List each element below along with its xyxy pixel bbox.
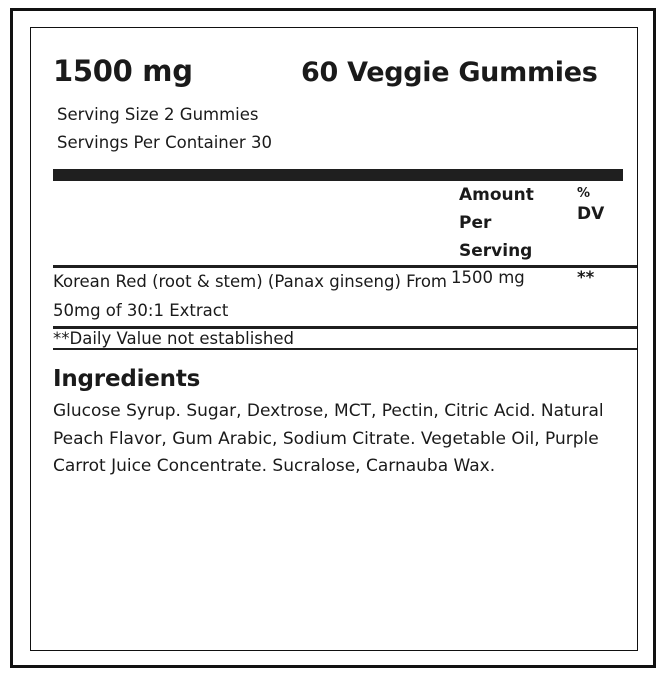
amount-header-line2: Per <box>459 213 492 234</box>
column-header-amount-per-serving <box>451 181 577 267</box>
daily-value-footnote: **Daily Value not established <box>53 328 637 350</box>
dv-label: DV <box>577 204 605 225</box>
gummy-count: 60 Veggie Gummies <box>301 57 598 88</box>
supplement-facts-panel <box>10 8 656 668</box>
supplement-facts-content <box>53 40 623 481</box>
nutrient-dv: ** <box>577 267 637 328</box>
column-header-nutrient <box>53 181 451 267</box>
amount-header-line1: Amount <box>459 185 534 206</box>
serving-size: Serving Size 2 Gummies <box>57 105 259 124</box>
percent-symbol: % <box>577 186 591 202</box>
table-row <box>53 267 637 328</box>
servings-per-container: Servings Per Container 30 <box>57 132 272 152</box>
strength-value: 1500 mg <box>53 54 193 88</box>
amount-header-line3: Serving <box>459 241 533 262</box>
ingredients-text: Glucose Syrup. Sugar, Dextrose, MCT, Pectin, Citric Acid. Natural Peach Flavor, Gum Arabic, Sodium Citrate. Vegetable Oil, Purple Carrot Juice Concentrate. Sucralose, Carnauba Wax. <box>53 401 604 477</box>
column-header-percent-dv <box>577 181 637 267</box>
footnote-row <box>53 328 637 350</box>
nutrient-name: Korean Red (root & stem) (Panax ginseng) From 50mg of 30:1 Extract <box>53 267 451 328</box>
facts-table <box>53 181 637 350</box>
nutrient-amount: 1500 mg <box>451 267 577 328</box>
label-header <box>53 40 623 88</box>
header-divider-bar <box>53 169 623 181</box>
supplement-facts-inner-border <box>30 27 638 651</box>
ingredients-heading: Ingredients <box>53 366 201 393</box>
facts-table-header-row <box>53 181 637 267</box>
